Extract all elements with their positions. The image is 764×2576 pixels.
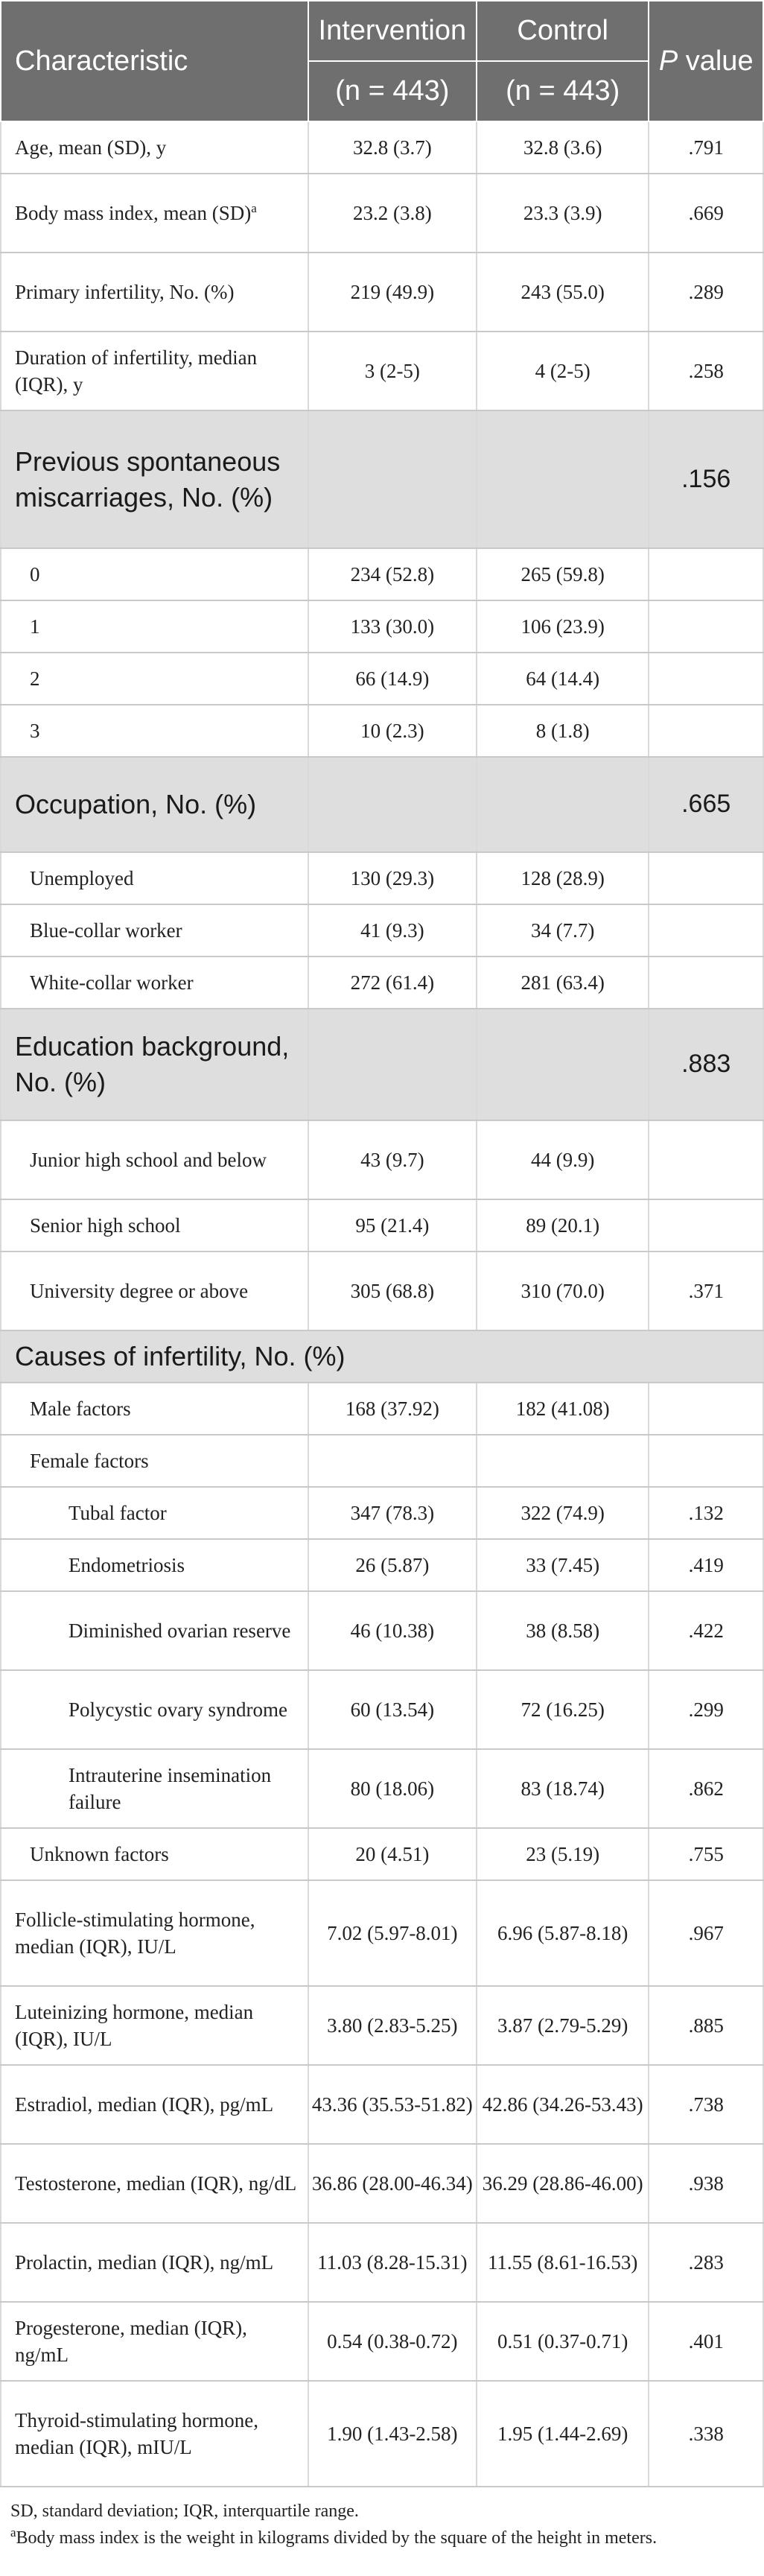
row-label: White-collar worker <box>1 957 308 1009</box>
row-university <box>1 1251 763 1330</box>
row-label: 2 <box>1 653 308 705</box>
cell-control: 36.29 (28.86-46.00) <box>477 2144 649 2223</box>
cell-control: 0.51 (0.37-0.71) <box>477 2302 649 2381</box>
cell-p-value: .669 <box>649 174 763 253</box>
row-unemployed <box>1 852 763 904</box>
row-label: 1 <box>1 600 308 653</box>
section-education <box>1 1009 763 1120</box>
cell-control: 106 (23.9) <box>477 600 649 653</box>
header-characteristic: Characteristic <box>1 1 308 121</box>
row-misc-3 <box>1 705 763 757</box>
row-blue-collar <box>1 904 763 957</box>
footnote-marker: a <box>251 200 257 215</box>
cell-control: 34 (7.7) <box>477 904 649 957</box>
row-label: Junior high school and below <box>1 1120 308 1199</box>
cell-intervention: 3 (2-5) <box>308 331 477 410</box>
section-miscarriages <box>1 410 763 548</box>
row-label: Testosterone, median (IQR), ng/dL <box>1 2144 308 2223</box>
cell-control: 281 (63.4) <box>477 957 649 1009</box>
cell-control: 89 (20.1) <box>477 1199 649 1251</box>
row-misc-2 <box>1 653 763 705</box>
cell-control: 310 (70.0) <box>477 1251 649 1330</box>
section-label: Education background, No. (%) <box>1 1009 308 1120</box>
cell-p-value: .338 <box>649 2381 763 2487</box>
table-footnotes <box>0 2487 764 2551</box>
cell-p-value <box>649 1120 763 1199</box>
cell-p-value: .419 <box>649 1539 763 1591</box>
cell-p-value: .938 <box>649 2144 763 2223</box>
row-label: Female factors <box>1 1435 308 1487</box>
row-female-factors <box>1 1435 763 1487</box>
section-occupation <box>1 757 763 852</box>
row-tsh <box>1 2381 763 2487</box>
row-label: Senior high school <box>1 1199 308 1251</box>
row-label: Duration of infertility, median (IQR), y <box>1 331 308 410</box>
row-unknown-factors <box>1 1828 763 1880</box>
cell-control: 23.3 (3.9) <box>477 174 649 253</box>
cell-intervention: 3.80 (2.83-5.25) <box>308 1986 477 2065</box>
cell-intervention: 41 (9.3) <box>308 904 477 957</box>
header-control: Control <box>477 1 649 61</box>
cell-control: 38 (8.58) <box>477 1591 649 1670</box>
row-label: Primary infertility, No. (%) <box>1 253 308 331</box>
row-duration <box>1 331 763 410</box>
cell-intervention: 46 (10.38) <box>308 1591 477 1670</box>
cell-intervention: 1.90 (1.43-2.58) <box>308 2381 477 2487</box>
cell-intervention: 130 (29.3) <box>308 852 477 904</box>
row-tubal <box>1 1487 763 1539</box>
row-male-factors <box>1 1383 763 1435</box>
row-estradiol <box>1 2065 763 2144</box>
row-label: Luteinizing hormone, median (IQR), IU/L <box>1 1986 308 2065</box>
cell-intervention <box>308 757 477 852</box>
cell-control: 44 (9.9) <box>477 1120 649 1199</box>
cell-control: 1.95 (1.44-2.69) <box>477 2381 649 2487</box>
cell-control: 243 (55.0) <box>477 253 649 331</box>
cell-p-value <box>649 904 763 957</box>
cell-intervention: 234 (52.8) <box>308 548 477 600</box>
cell-intervention: 66 (14.9) <box>308 653 477 705</box>
bmi-label-text: Body mass index, mean (SD) <box>15 201 252 224</box>
row-misc-1 <box>1 600 763 653</box>
cell-intervention <box>308 410 477 548</box>
table-header <box>1 1 763 121</box>
row-label: Age, mean (SD), y <box>1 121 308 174</box>
row-label <box>1 174 308 253</box>
row-label: Prolactin, median (IQR), ng/mL <box>1 2223 308 2302</box>
cell-p-value: .665 <box>649 757 763 852</box>
row-label: 3 <box>1 705 308 757</box>
cell-intervention: 305 (68.8) <box>308 1251 477 1330</box>
cell-control: 182 (41.08) <box>477 1383 649 1435</box>
cell-p-value: .258 <box>649 331 763 410</box>
cell-p-value: .156 <box>649 410 763 548</box>
cell-intervention: 20 (4.51) <box>308 1828 477 1880</box>
cell-p-value <box>649 600 763 653</box>
row-misc-0 <box>1 548 763 600</box>
cell-control <box>477 1435 649 1487</box>
cell-p-value <box>649 1199 763 1251</box>
footnote-a-text: Body mass index is the weight in kilograms divided by the square of the height in meters. <box>16 2528 658 2548</box>
cell-intervention <box>308 1435 477 1487</box>
cell-control: 83 (18.74) <box>477 1749 649 1828</box>
cell-intervention: 43 (9.7) <box>308 1120 477 1199</box>
cell-p-value <box>649 548 763 600</box>
cell-control <box>477 1009 649 1120</box>
row-age <box>1 121 763 174</box>
cell-p-value: .289 <box>649 253 763 331</box>
cell-intervention: 272 (61.4) <box>308 957 477 1009</box>
row-prolactin <box>1 2223 763 2302</box>
row-primary-infertility <box>1 253 763 331</box>
cell-intervention: 168 (37.92) <box>308 1383 477 1435</box>
cell-control: 33 (7.45) <box>477 1539 649 1591</box>
row-pcos <box>1 1670 763 1749</box>
cell-p-value: .299 <box>649 1670 763 1749</box>
row-label: Polycystic ovary syndrome <box>1 1670 308 1749</box>
cell-p-value: .738 <box>649 2065 763 2144</box>
row-label: Thyroid-stimulating hormone, median (IQR), mIU/L <box>1 2381 308 2487</box>
cell-intervention <box>308 1009 477 1120</box>
row-senior-high <box>1 1199 763 1251</box>
section-label: Occupation, No. (%) <box>1 757 308 852</box>
cell-control: 23 (5.19) <box>477 1828 649 1880</box>
row-label: Unknown factors <box>1 1828 308 1880</box>
cell-p-value: .371 <box>649 1251 763 1330</box>
row-label: Unemployed <box>1 852 308 904</box>
cell-intervention: 23.2 (3.8) <box>308 174 477 253</box>
cell-p-value <box>649 653 763 705</box>
row-diminished-reserve <box>1 1591 763 1670</box>
cell-control: 4 (2-5) <box>477 331 649 410</box>
row-label: Follicle-stimulating hormone, median (IQR), IU/L <box>1 1880 308 1986</box>
cell-intervention: 26 (5.87) <box>308 1539 477 1591</box>
cell-p-value <box>649 705 763 757</box>
cell-p-value: .967 <box>649 1880 763 1986</box>
header-p-value <box>649 1 763 121</box>
cell-p-value: .885 <box>649 1986 763 2065</box>
cell-control: 128 (28.9) <box>477 852 649 904</box>
cell-control: 11.55 (8.61-16.53) <box>477 2223 649 2302</box>
cell-p-value: .401 <box>649 2302 763 2381</box>
cell-p-value: .791 <box>649 121 763 174</box>
cell-intervention: 32.8 (3.7) <box>308 121 477 174</box>
row-label: 0 <box>1 548 308 600</box>
footnote-abbreviations: SD, standard deviation; IQR, interquartile range. <box>10 2502 359 2521</box>
cell-control <box>477 410 649 548</box>
cell-control: 322 (74.9) <box>477 1487 649 1539</box>
cell-p-value <box>649 1383 763 1435</box>
header-intervention-n: (n = 443) <box>308 61 477 121</box>
cell-intervention: 10 (2.3) <box>308 705 477 757</box>
header-intervention: Intervention <box>308 1 477 61</box>
table-body <box>1 121 763 2487</box>
row-label: Blue-collar worker <box>1 904 308 957</box>
row-label: University degree or above <box>1 1251 308 1330</box>
cell-control: 265 (59.8) <box>477 548 649 600</box>
cell-intervention: 36.86 (28.00-46.34) <box>308 2144 477 2223</box>
cell-intervention: 80 (18.06) <box>308 1749 477 1828</box>
section-label: Causes of infertility, No. (%) <box>1 1330 763 1383</box>
cell-p-value <box>649 957 763 1009</box>
cell-intervention: 95 (21.4) <box>308 1199 477 1251</box>
row-label: Tubal factor <box>1 1487 308 1539</box>
row-testosterone <box>1 2144 763 2223</box>
cell-intervention: 11.03 (8.28-15.31) <box>308 2223 477 2302</box>
cell-p-value: .755 <box>649 1828 763 1880</box>
row-label: Progesterone, median (IQR), ng/mL <box>1 2302 308 2381</box>
cell-control <box>477 757 649 852</box>
header-p-rest: value <box>678 45 754 77</box>
cell-intervention: 7.02 (5.97-8.01) <box>308 1880 477 1986</box>
row-label: Male factors <box>1 1383 308 1435</box>
cell-intervention: 43.36 (35.53-51.82) <box>308 2065 477 2144</box>
cell-control: 8 (1.8) <box>477 705 649 757</box>
cell-intervention: 347 (78.3) <box>308 1487 477 1539</box>
cell-p-value <box>649 852 763 904</box>
cell-control: 3.87 (2.79-5.29) <box>477 1986 649 2065</box>
cell-intervention: 60 (13.54) <box>308 1670 477 1749</box>
cell-control: 72 (16.25) <box>477 1670 649 1749</box>
row-bmi <box>1 174 763 253</box>
section-label: Previous spontaneous miscarriages, No. (%) <box>1 410 308 548</box>
footnote-a-marker: a <box>10 2525 16 2539</box>
cell-intervention: 133 (30.0) <box>308 600 477 653</box>
cell-p-value <box>649 1435 763 1487</box>
header-control-n: (n = 443) <box>477 61 649 121</box>
cell-p-value: .422 <box>649 1591 763 1670</box>
row-label: Diminished ovarian reserve <box>1 1591 308 1670</box>
cell-control: 32.8 (3.6) <box>477 121 649 174</box>
footnote-a <box>10 2525 764 2551</box>
row-progesterone <box>1 2302 763 2381</box>
cell-p-value: .283 <box>649 2223 763 2302</box>
cell-intervention: 0.54 (0.38-0.72) <box>308 2302 477 2381</box>
cell-intervention: 219 (49.9) <box>308 253 477 331</box>
cell-control: 6.96 (5.87-8.18) <box>477 1880 649 1986</box>
row-lh <box>1 1986 763 2065</box>
row-label: Intrauterine insemination failure <box>1 1749 308 1828</box>
row-label: Estradiol, median (IQR), pg/mL <box>1 2065 308 2144</box>
cell-control: 42.86 (34.26-53.43) <box>477 2065 649 2144</box>
header-p-letter: P <box>658 45 678 77</box>
row-label: Endometriosis <box>1 1539 308 1591</box>
row-junior-high <box>1 1120 763 1199</box>
row-endometriosis <box>1 1539 763 1591</box>
cell-p-value: .862 <box>649 1749 763 1828</box>
cell-p-value: .883 <box>649 1009 763 1120</box>
cell-p-value: .132 <box>649 1487 763 1539</box>
section-causes <box>1 1330 763 1383</box>
row-iui-failure <box>1 1749 763 1828</box>
row-fsh <box>1 1880 763 1986</box>
row-white-collar <box>1 957 763 1009</box>
cell-control: 64 (14.4) <box>477 653 649 705</box>
